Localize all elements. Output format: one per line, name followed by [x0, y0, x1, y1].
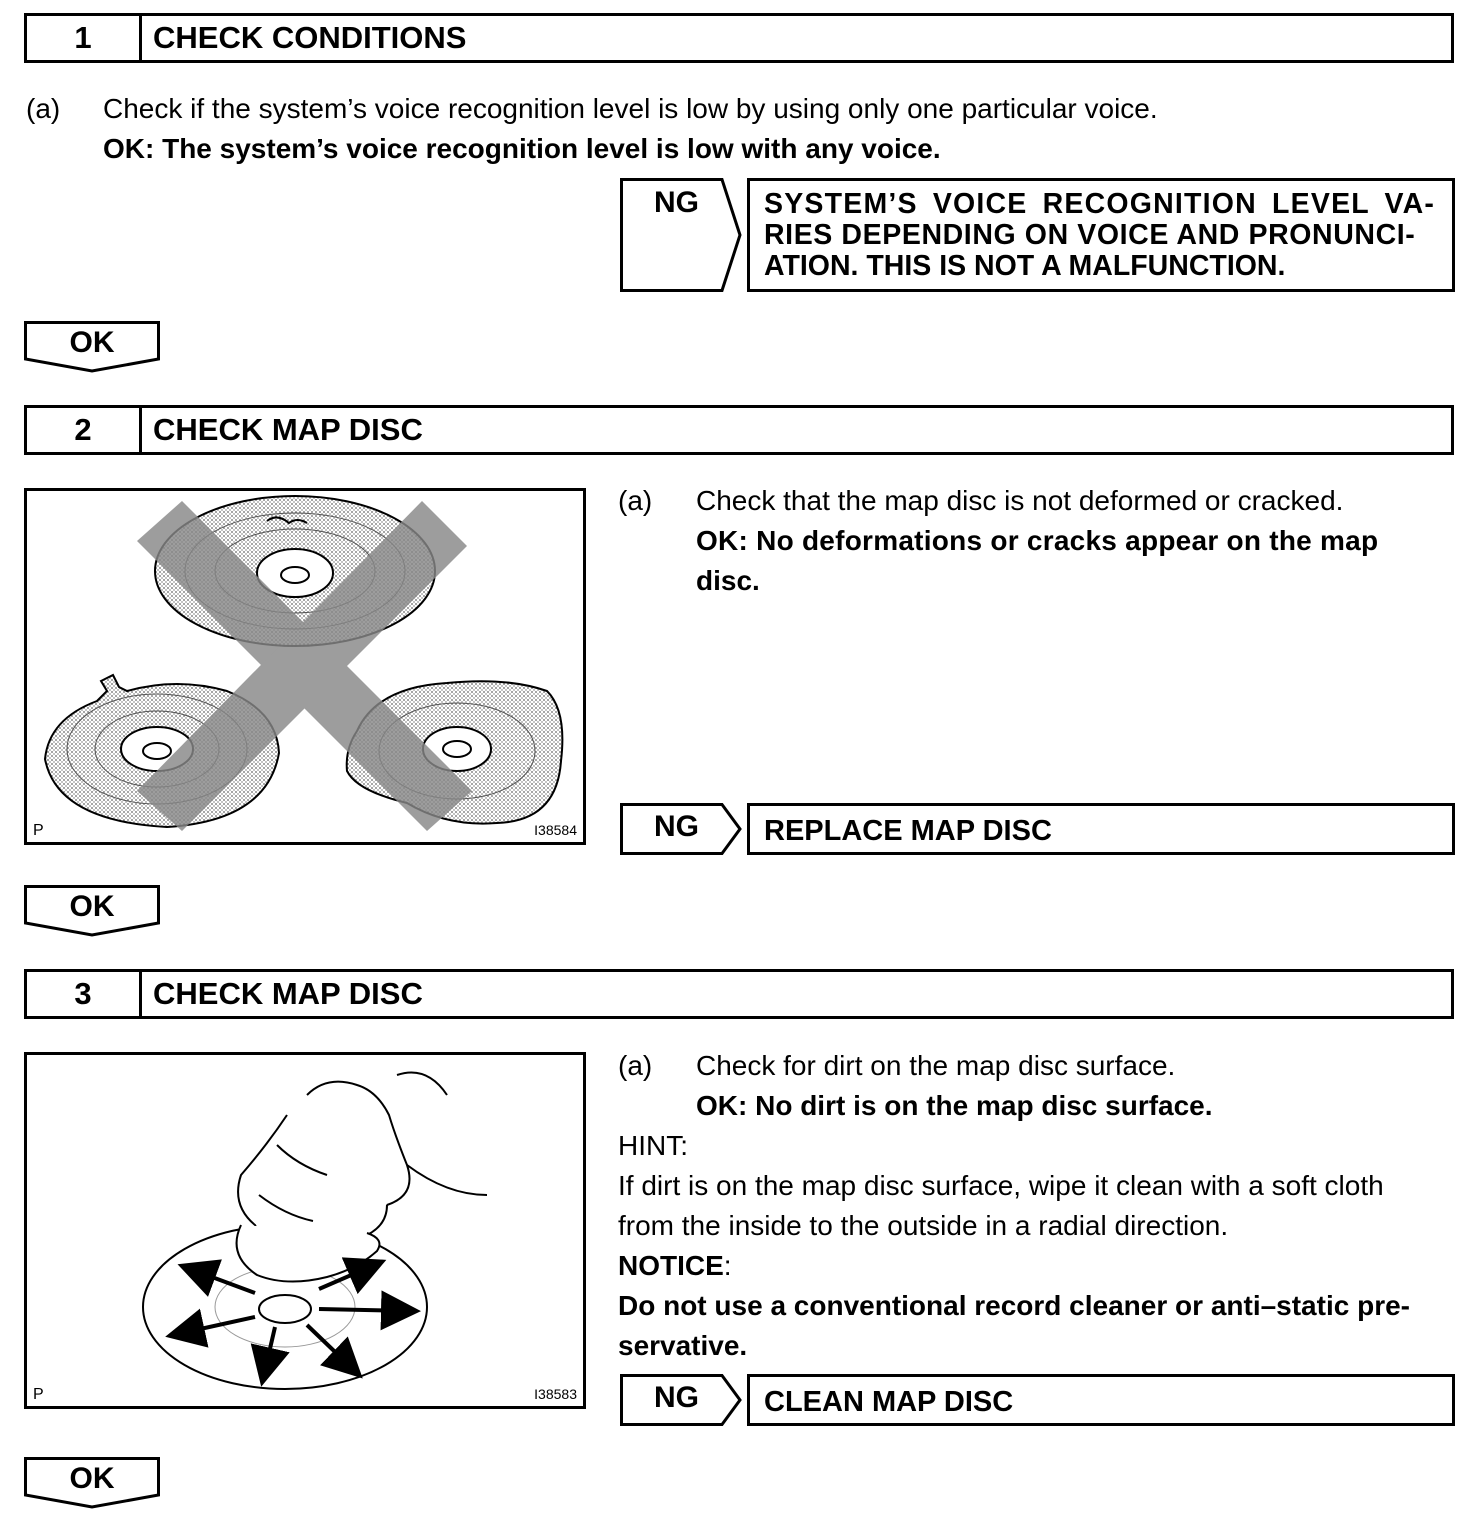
step-3-header [24, 969, 1454, 1019]
step-number: 3 [27, 972, 142, 1016]
hint-label: HINT: [618, 1130, 688, 1161]
hint-text: If dirt is on the map disc surface, wipe it clean with a soft cloth [618, 1170, 1384, 1201]
ok-badge: OK [24, 1457, 160, 1509]
deformed-disc-figure [24, 488, 586, 845]
figure-id: I38584 [534, 822, 577, 838]
step-title: CHECK CONDITIONS [153, 20, 467, 55]
wipe-disc-figure [24, 1052, 586, 1409]
ok-criteria: disc. [696, 565, 760, 596]
instruction-text: Check if the system’s voice recognition level is low by using only one particular voice. [103, 93, 1158, 124]
step-number: 1 [27, 16, 142, 60]
ng-result-text: REPLACE MAP DISC [764, 815, 1052, 847]
ng-result-line: SYSTEM’S VOICE RECOGNITION LEVEL VA- [764, 188, 1436, 220]
ng-result-line: RIES DEPENDING ON VOICE AND PRONUNCI- [764, 219, 1416, 251]
instruction-text: Check that the map disc is not deformed or cracked. [696, 485, 1344, 516]
notice-text: Do not use a conventional record cleaner or anti–static pre- [618, 1290, 1410, 1321]
item-label: (a) [26, 93, 61, 124]
notice-label: NOTICE: [618, 1250, 732, 1281]
hand-with-cloth [237, 1073, 487, 1282]
hint-text: from the inside to the outside in a radial direction. [618, 1210, 1229, 1241]
step-number: 2 [27, 408, 142, 452]
figure-id: I38583 [534, 1386, 577, 1402]
ng-arrow: NG [620, 178, 742, 292]
ok-criteria: OK: The system’s voice recognition level is low with any voice. [103, 133, 941, 164]
step-1-header [24, 13, 1454, 63]
figure-corner-label: P [33, 822, 44, 839]
step-title: CHECK MAP DISC [153, 412, 423, 447]
step-2-header [24, 405, 1454, 455]
ng-result-line: ATION. THIS IS NOT A MALFUNCTION. [764, 250, 1286, 282]
ng-result-box [747, 1374, 1455, 1426]
ok-criteria: OK: No dirt is on the map disc surface. [696, 1090, 1213, 1121]
ng-arrow: NG [620, 1374, 742, 1426]
instruction-text: Check for dirt on the map disc surface. [696, 1050, 1176, 1081]
ng-result-box [747, 178, 1455, 292]
ng-arrow: NG [620, 803, 742, 855]
figure-corner-label: P [33, 1386, 44, 1403]
ok-badge: OK [24, 885, 160, 937]
ng-result-box [747, 803, 1455, 855]
ok-criteria: OK: No deformations or cracks appear on the map [696, 525, 1379, 556]
step-title: CHECK MAP DISC [153, 976, 423, 1011]
notice-text: servative. [618, 1330, 748, 1361]
item-label: (a) [618, 485, 653, 516]
ng-result-text: CLEAN MAP DISC [764, 1386, 1014, 1418]
item-label: (a) [618, 1050, 653, 1081]
ok-badge: OK [24, 321, 160, 373]
